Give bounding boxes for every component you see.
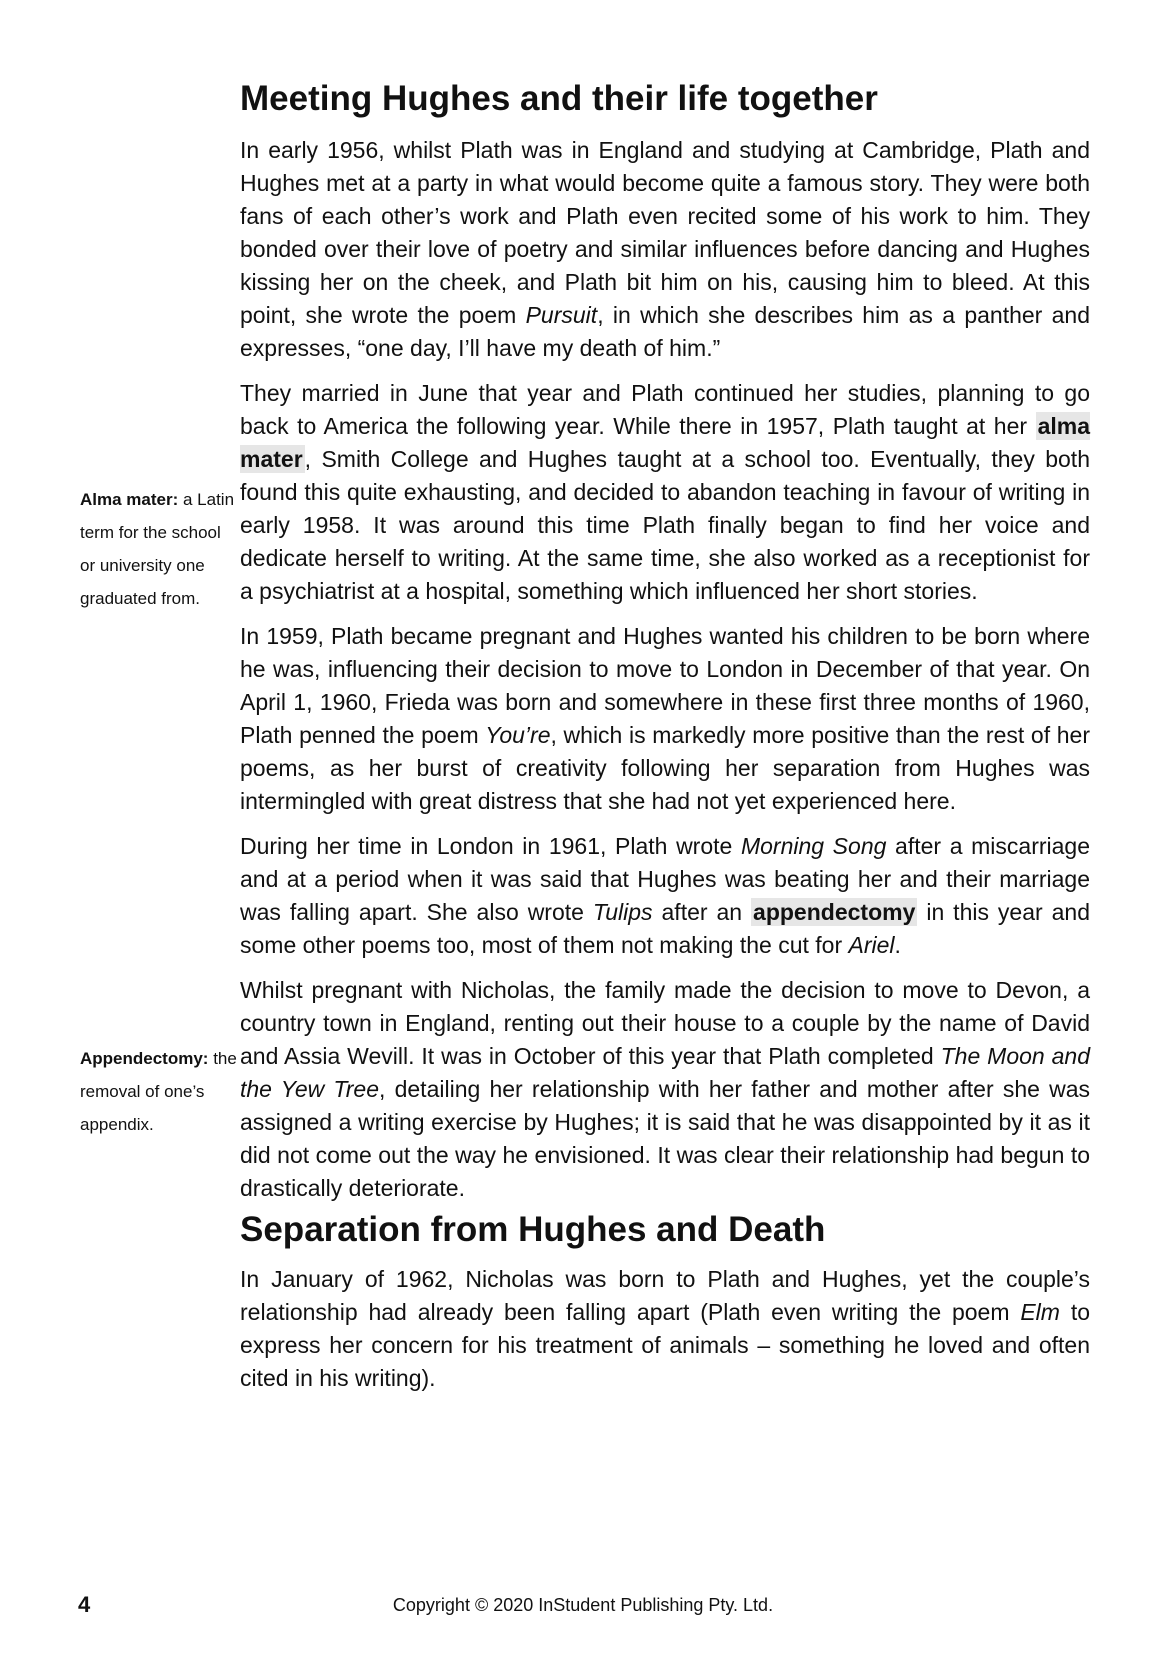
italic-title: The Moon and the Yew Tree — [240, 1043, 1090, 1102]
italic-title: Elm — [1020, 1299, 1060, 1325]
paragraph — [240, 377, 1090, 608]
main-content — [240, 78, 1090, 1407]
section-heading-meeting-hughes: Meeting Hughes and their life together — [240, 79, 878, 118]
sidenote-alma-mater — [80, 483, 240, 615]
sidenote-definition: a Latin term for the school or university one graduated from. — [80, 490, 235, 608]
paragraph — [240, 974, 1090, 1205]
glossary-term: appendectomy — [753, 899, 916, 925]
sidenote-appendectomy — [80, 1042, 240, 1141]
copyright-notice: Copyright © 2020 InStudent Publishing Pty. Ltd. — [392, 1595, 774, 1615]
text-run: , in which she describes him as a panther and expresses, “one day, I’ll have my death of him.” — [240, 302, 1090, 361]
text-run: in this year and some other poems too, most of them not making the cut for — [240, 899, 1091, 958]
italic-title: Morning Song — [740, 833, 887, 859]
italic-title: Tulips — [592, 899, 653, 925]
paragraph — [240, 134, 1090, 365]
text-run: In early 1956, whilst Plath was in England and studying at Cambridge, Plath and Hughes met at a party in what would become quite a famous story. They were both fans of each other’s work and Plath even recited some of his work to him. They bonded over their love of poetry and similar influences before dancing and Hughes kissing her on the cheek, and Plath bit him on his, causing him to bleed. At this point, she wrote the poem — [240, 137, 1090, 328]
text-run: In 1959, Plath became pregnant and Hughes wanted his children to be born where he was, influencing their decision to move to London in December of that year. On April 1, 1960, Frieda was born and somewhere in these first three months of 1960, Plath penned the poem — [240, 623, 1090, 748]
text-run: During her time in London in 1961, Plath wrote — [240, 833, 741, 859]
italic-title: Ariel — [848, 932, 895, 958]
text-run: after a miscarriage and at a period when it was said that Hughes was beating her and their marriage was falling apart. She also wrote — [240, 833, 1090, 925]
italic-title: You’re — [485, 722, 551, 748]
sidenote-term: Alma mater: — [80, 490, 179, 509]
text-run: They married in June that year and Plath continued her studies, planning to go back to America the following year. While there in 1957, Plath taught at her — [240, 380, 1090, 439]
paragraph — [240, 620, 1090, 818]
page-number: 4 — [78, 1592, 91, 1617]
italic-title: Pursuit — [525, 302, 598, 328]
page-footer — [0, 1592, 1166, 1622]
paragraph — [240, 830, 1090, 962]
text-run: In January of 1962, Nicholas was born to Plath and Hughes, yet the couple’s relationship had already been falling apart (Plath even writing the poem — [240, 1266, 1090, 1325]
section-heading-separation: Separation from Hughes and Death — [240, 1210, 826, 1249]
text-run: to express her concern for his treatment of animals – something he loved and often cited in his writing). — [240, 1299, 1090, 1391]
text-run: Whilst pregnant with Nicholas, the family made the decision to move to Devon, a country town in England, renting out their house to a couple by the name of David and Assia Wevill. It was in October of this year that Plath completed — [240, 977, 1090, 1069]
sidenote-definition: the removal of one’s appendix. — [80, 1049, 237, 1134]
sidenote-term: Appendectomy: — [80, 1049, 209, 1068]
paragraph — [240, 1263, 1090, 1395]
text-run: , which is markedly more positive than the rest of her poems, as her burst of creativity following her separation from Hughes was intermingled with great distress that she had not yet experienced here. — [240, 722, 1090, 814]
text-run: after an — [652, 899, 752, 925]
glossary-term: alma mater — [240, 413, 1090, 472]
text-run: , Smith College and Hughes taught at a school too. Eventually, they both found this quite exhausting, and decided to abandon teaching in favour of writing in early 1958. It was around this time Plath finally began to find her voice and dedicate herself to writing. At the same time, she also worked as a receptionist for a psychiatrist at a hospital, something which influenced her short stories. — [240, 446, 1090, 604]
text-run: . — [894, 932, 901, 958]
text-run: , detailing her relationship with her father and mother after she was assigned a writing exercise by Hughes; it is said that he was disappointed by it as it did not come out the way he envisioned. It was clear their relationship had begun to drastically deteriorate. — [240, 1076, 1090, 1201]
